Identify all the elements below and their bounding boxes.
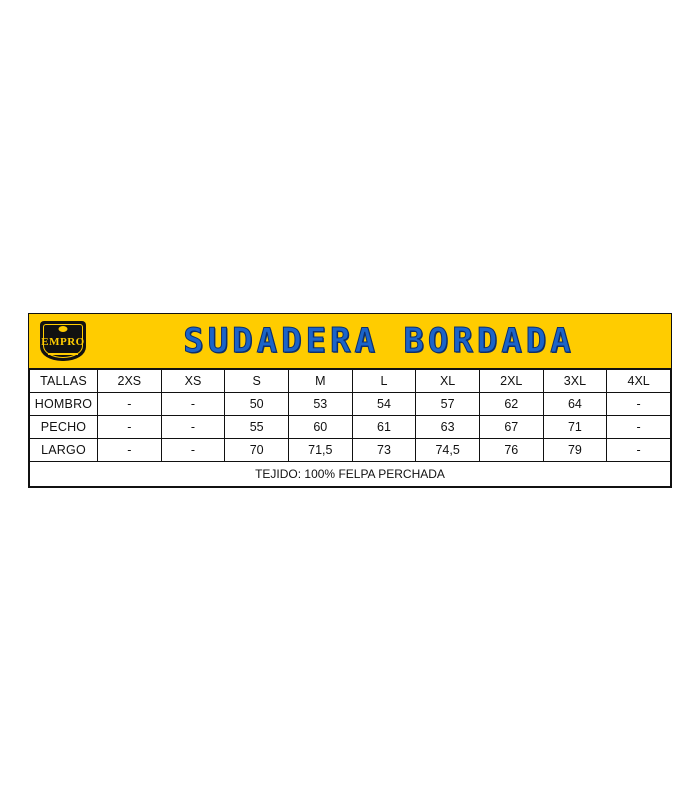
cell-pecho-m: 60	[288, 416, 352, 439]
cell-hombro-4xl: -	[607, 393, 671, 416]
cell-hombro-xl: 57	[416, 393, 480, 416]
shield-top-dot	[59, 326, 68, 332]
cell-pecho-s: 55	[225, 416, 289, 439]
column-header-l: L	[352, 370, 416, 393]
column-header-xs: XS	[161, 370, 225, 393]
column-header-2xs: 2XS	[98, 370, 162, 393]
table-row	[30, 439, 671, 462]
table-footnote-row	[30, 462, 671, 487]
cell-hombro-xs: -	[161, 393, 225, 416]
cell-largo-l: 73	[352, 439, 416, 462]
cell-largo-2xl: 76	[479, 439, 543, 462]
cell-largo-s: 70	[225, 439, 289, 462]
shield-bottom-bar	[48, 353, 78, 355]
row-label-hombro: HOMBRO	[30, 393, 98, 416]
cell-hombro-s: 50	[225, 393, 289, 416]
cell-largo-xs: -	[161, 439, 225, 462]
empro-shield-icon	[37, 320, 89, 362]
cell-pecho-4xl: -	[607, 416, 671, 439]
cell-largo-xl: 74,5	[416, 439, 480, 462]
cell-pecho-l: 61	[352, 416, 416, 439]
cell-largo-3xl: 79	[543, 439, 607, 462]
cell-pecho-xs: -	[161, 416, 225, 439]
column-header-4xl: 4XL	[607, 370, 671, 393]
row-label-pecho: PECHO	[30, 416, 98, 439]
column-header-m: M	[288, 370, 352, 393]
brand-logo-cell	[29, 314, 97, 368]
cell-pecho-3xl: 71	[543, 416, 607, 439]
brand-wordmark: EMPRO	[41, 336, 85, 348]
cell-hombro-3xl: 64	[543, 393, 607, 416]
chart-header-band	[29, 314, 671, 369]
table-row	[30, 393, 671, 416]
column-header-3xl: 3XL	[543, 370, 607, 393]
column-header-2xl: 2XL	[479, 370, 543, 393]
cell-largo-4xl: -	[607, 439, 671, 462]
size-chart	[28, 313, 672, 488]
column-header-xl: XL	[416, 370, 480, 393]
cell-hombro-2xs: -	[98, 393, 162, 416]
cell-largo-2xs: -	[98, 439, 162, 462]
table-header-row	[30, 370, 671, 393]
measurements-table	[29, 369, 671, 487]
fabric-note: TEJIDO: 100% FELPA PERCHADA	[30, 462, 671, 487]
cell-pecho-2xs: -	[98, 416, 162, 439]
chart-title: SUDADERA BORDADA	[183, 321, 575, 361]
cell-largo-m: 71,5	[288, 439, 352, 462]
cell-hombro-2xl: 62	[479, 393, 543, 416]
table-row	[30, 416, 671, 439]
cell-hombro-m: 53	[288, 393, 352, 416]
cell-pecho-xl: 63	[416, 416, 480, 439]
column-header-s: S	[225, 370, 289, 393]
cell-hombro-l: 54	[352, 393, 416, 416]
row-label-largo: LARGO	[30, 439, 98, 462]
cell-pecho-2xl: 67	[479, 416, 543, 439]
column-header-tallas: TALLAS	[30, 370, 98, 393]
